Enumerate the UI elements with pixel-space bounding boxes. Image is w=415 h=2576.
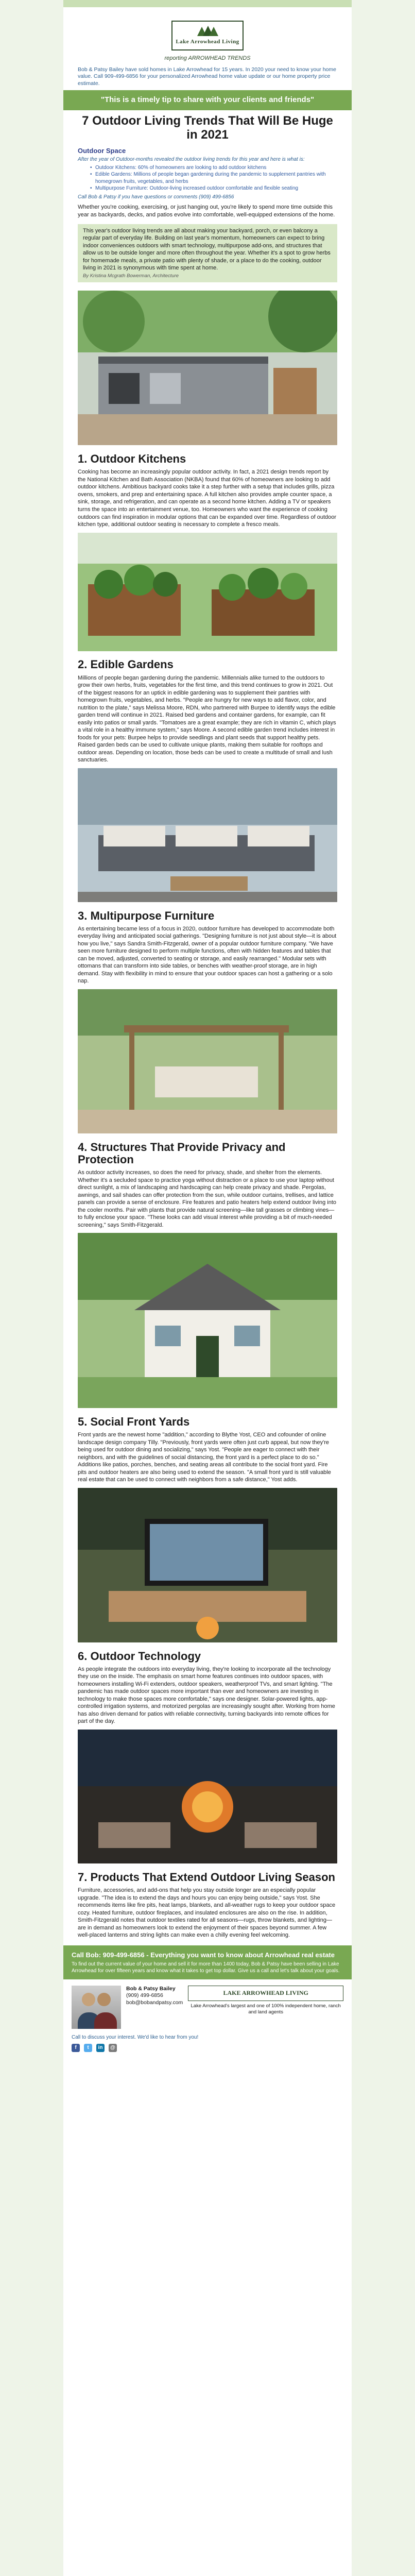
toc-intro: After the year of Outdoor-months revealed the outdoor living trends for this year and here is what is:	[78, 157, 305, 163]
section-title: 3. Multipurpose Furniture	[78, 909, 215, 922]
outdoor-kitchen-photo	[78, 291, 337, 445]
page-title: 7 Outdoor Living Trends That Will Be Huge in 2021	[82, 114, 333, 142]
agent-contact	[126, 1986, 183, 2007]
section-body: As people integrate the outdoors into everyday living, they're looking to incorporate all the technology they use on the inside. The emphasis on smart home features continues into outdoor spaces, with homeowners installing Wi-Fi extenders, outdoor speakers, weatherproof TVs, and smart lighting. "The pandemic has made outdoor spaces more important than ever and homeowners are investing in technology to make those spaces more comfortable," says one designer. Solar-powered lights, app-controlled irrigation systems, and motorized pergolas are increasingly sought after. Working from home has also driven demand for patios with reliable connectivity, turning backyards into remote offices for part of the day.	[78, 1666, 335, 1725]
agent-phone[interactable]: (909) 499-6856	[126, 1992, 163, 1999]
footer-logo	[188, 1986, 343, 2016]
header	[63, 7, 352, 55]
email-icon[interactable]: @	[109, 2044, 117, 2052]
cta-band	[63, 1945, 352, 1979]
social-front-yard-photo	[78, 1233, 337, 1408]
trees-icon	[196, 26, 219, 36]
lead-paragraph: Whether you're cooking, exercising, or just hanging out, you're likely to spend more time outside this year as backyards, decks, and patios evolve into comfortable, well-equipped extensions of the home.	[78, 204, 335, 218]
share-banner: "This is a timely tip to share with your clients and friends"	[63, 90, 352, 110]
section-body: As outdoor activity increases, so does the need for privacy, shade, and shelter from the elements. Whether it's a secluded space to practice yoga without distraction or a place to use your laptop without direct sunlight, a mix of landscaping and hardscaping can help create privacy and shade. Pergolas, awnings, and sail shades can offer protection from the sun, while outdoor curtains, trellises, and lattice panels can provide a sense of enclosure. Fire features and patio heaters help extend outdoor living into the cooler months. Pair with plants that provide natural screening—like tall grasses or climbing vines—to fully enclose your space. "These looks can add visual interest while providing a bit of much-needed screening," says Smith-Fitzgerald.	[78, 1170, 337, 1228]
toc-item[interactable]: • Edible Gardens: Millions of people began gardening during the pandemic to supplement pantries with homegrown fruits, vegetables, and herbs	[90, 171, 337, 184]
privacy-structures-photo	[78, 989, 337, 1133]
section-title: 7. Products That Extend Outdoor Living Season	[78, 1870, 335, 1884]
logo-text: Lake Arrowhead Living	[176, 38, 239, 45]
section-title: 5. Social Front Yards	[78, 1415, 190, 1429]
multipurpose-furniture-photo	[78, 768, 337, 902]
agent-email[interactable]: bob@bobandpatsy.com	[126, 1999, 183, 2006]
section-title: 2. Edible Gardens	[78, 658, 174, 671]
footer-logo-text: LAKE ARROWHEAD LIVING	[188, 1986, 343, 2001]
toc-item[interactable]: • Multipurpose Furniture: Outdoor-living increased outdoor comfortable and flexible seating	[90, 185, 337, 192]
section-body: Front yards are the newest home "addition," according to Blythe Yost, CEO and cofounder of online landscape design company Tilly. "Previously, front yards were often just curb appeal, but now they're being used for outdoor dining and socializing," says Yost. "People are eager to connect with their neighbors, and with the guidelines of social distancing, the front yard is a perfect place to do so." Additions like patios, porches, benches, and seating areas all contribute to the social front yard. Fire pits and outdoor heaters are also being used to extend the season. "A small front yard is still valuable real estate that can be used to connect with neighbors from a safe distance," Yost adds.	[78, 1432, 331, 1483]
cta-body: To find out the current value of your home and sell it for more than 1400 today, Bob & Patsy have been selling in Lake Arrowhead for over fifteen years and know what it takes to get top dollar. Give us a call and let's talk about your goals.	[72, 1961, 340, 1974]
highlight-box	[78, 224, 337, 283]
author-credit: By Kristina Mcgrath Bowerman, Architecture	[83, 273, 179, 279]
section-title: 4. Structures That Provide Privacy and Protection	[78, 1140, 286, 1166]
section-body: As entertaining became less of a focus in 2020, outdoor furniture has developed to accommodate both everyday living and anticipated social gatherings. "Designing furniture is not just about style—it is about how you live," says Sandra Smith-Fitzgerald, owner of a popular outdoor furniture company. "We have seen more furniture designed to perform multiple functions, often with hidden features and tables that can be moved, adjusted, converted to seating or storage, and easily rearranged." Modular sets with ottomans that can transform into side tables, or benches with weather-proof storage, are in high demand. Stay with flexibility in mind to ensure that your outdoor spaces can host a gathering or a solo nap.	[78, 925, 337, 985]
linkedin-icon[interactable]: in	[96, 2044, 105, 2052]
edible-garden-photo	[78, 533, 337, 651]
footer-logo-caption: Lake Arrowhead's largest and one of 100% independent home, ranch and land agents	[191, 2003, 341, 2015]
social-links	[63, 2044, 352, 2052]
facebook-icon[interactable]: f	[72, 2044, 80, 2052]
intro-text: Bob & Patsy Bailey have sold homes in Lake Arrowhead for 15 years. In 2020 your need to know your home value. Call 909-499-6856 for your personalized Arrowhead home value update or our home property price estimate.	[78, 66, 336, 87]
newsletter-frame	[63, 0, 352, 2576]
top-bar	[63, 0, 352, 7]
highlight-text: This year's outdoor living trends are all about making your backyard, porch, or even balcony a regular part of everyday life. Building on last year's momentum, homeowners can expect to bring indoor conveniences outdoors with smart technology, multipurpose add-ons, and structures that allow us to be outside longer and more often throughout the year. Whether it's a spot to grow herbs for homemade meals, a private patio with plenty of shade, or a place to do the cooking, outdoor living in 2021 is synonymous with time spent at home.	[83, 227, 331, 272]
outdoor-technology-photo	[78, 1488, 337, 1642]
cta-heading[interactable]: Call Bob: 909-499-6856 - Everything you want to know about Arrowhead real estate	[72, 1951, 335, 1959]
extended-season-photo	[78, 1730, 337, 1863]
section-title: 6. Outdoor Technology	[78, 1649, 201, 1663]
call-line: Call Bob & Patsy if you have questions or comments (909) 499-6856	[78, 194, 234, 200]
section-body: Furniture, accessories, and add-ons that help you stay outside longer are an especially popular upgrade. "The idea is to extend the days and hours you can enjoy being outside," says Yost. She recommends items like fire pits, heat lamps, blankets, and all-weather rugs to keep your outdoor space cozy. Heated furniture, outdoor fireplaces, and insulated enclosures are also on the rise. In addition, Smith-Fitzgerald notes that outdoor textiles rated for all seasons—rugs, throw blankets, and lighting—are in demand as homeowners look to extend the enjoyment of their spaces beyond summer. A few well-placed lanterns and string lights can make even a chilly evening feel welcoming.	[78, 1887, 336, 1939]
twitter-icon[interactable]: t	[84, 2044, 92, 2052]
signoff	[63, 1979, 352, 2034]
brand-logo[interactable]	[171, 21, 244, 50]
toc-item[interactable]: • Outdoor Kitchens: 60% of homeowners are looking to add outdoor kitchens	[90, 164, 337, 171]
discuss-line: Call to discuss your interest. We'd like to hear from you!	[72, 2034, 199, 2040]
agents-photo	[72, 1986, 121, 2029]
section-title: 1. Outdoor Kitchens	[78, 452, 186, 466]
agent-names: Bob & Patsy Bailey	[126, 1985, 176, 1992]
toc-heading: Outdoor Space	[78, 146, 126, 155]
section-body: Cooking has become an increasingly popular outdoor activity. In fact, a 2021 design trends report by the National Kitchen and Bath Association (NKBA) found that 60% of homeowners are looking to add outdoor kitchens. Ambitious backyard cooks take it a step further with a setup that includes grills, pizza ovens, smokers, and prep and entertaining space. A full kitchen also provides ample counter space, a sink, storage, and refrigeration, and can operate as a second home kitchen. Adding a TV or speakers turns the space into an entertainment venue, too. Homeowners who want the experience of cooking outdoors can find inspiration in modular options that can be expanded over time. Regardless of outdoor kitchen type, additional outdoor seating is necessary to complete a fresco meals.	[78, 469, 337, 528]
section-body: Millions of people began gardening during the pandemic. Millennials alike turned to the outdoors to grow their own herbs, fruits, vegetables for the first time, and this trend continues to grow in 2021. Out of the biggest reasons for an uptick in edible gardening was to supplement their pantries with homegrown fruits, vegetables, and herbs. "People are hungry for new ways to add flavor, color, and nutrition to the plate," says Melissa Moore, RDN, who partnered with Burpee to identify ways the edible garden trend will continue in 2021. Raised bed gardens and container gardens, for example, can fit easily into patios or small yards. "Tomatoes are a great example; they are rich in vitamin C, which plays a vital role in a healthy immune system," says Moore. A second edible garden trend includes interest in foods for your pets: Burpee helps to provide seedlings and plant seeds that support healthy pets. Raised garden beds can be used to cultivate unique plants, making them suitable for rooftops and outdoor areas. Depending on location, those beds can be used to create a multitude of small and lush sanctuaries.	[78, 674, 336, 764]
tagline: reporting ARROWHEAD TRENDS	[164, 55, 251, 61]
toc-list	[78, 164, 337, 192]
